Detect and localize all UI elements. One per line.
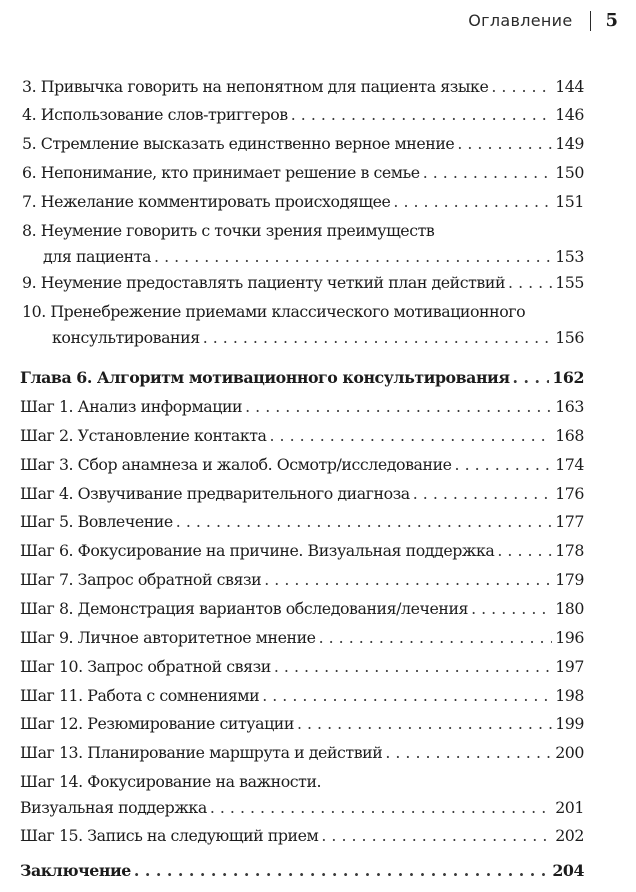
toc-entry[interactable] [22, 160, 584, 186]
toc-entry-page: 153 [555, 247, 584, 266]
dot-leader [508, 270, 552, 296]
toc-entry-title: Шаг 11. Работа с сомнениями [20, 686, 260, 705]
dot-leader [319, 625, 553, 651]
toc-entry-page: 198 [555, 686, 584, 705]
toc-entry-page: 180 [555, 599, 584, 618]
dot-leader [393, 189, 552, 215]
toc-entry-page: 196 [555, 628, 584, 647]
toc-entry-title: Шаг 5. Вовлечение [20, 512, 173, 531]
dot-leader [413, 481, 552, 507]
dot-leader [321, 823, 552, 849]
toc-entry[interactable] [20, 394, 584, 420]
dot-leader [457, 131, 552, 157]
dot-leader [491, 74, 552, 100]
toc-entry[interactable] [22, 189, 584, 215]
toc-entry-page: 179 [555, 570, 584, 589]
toc-entry-title: Шаг 2. Установление контакта [20, 426, 267, 445]
toc-entry[interactable] [20, 823, 584, 849]
toc-entry[interactable] [22, 299, 584, 351]
toc-entry-title: Шаг 4. Озвучивание предварительного диагноза [20, 484, 410, 503]
dot-leader [270, 423, 553, 449]
toc-chapter-entry[interactable] [20, 858, 584, 884]
page-number: 5 [605, 10, 618, 31]
toc-entry-title: Шаг 8. Демонстрация вариантов обследования/лечения [20, 599, 469, 618]
toc-entry-title: 10. Пренебрежение приемами классического мотивационного [22, 302, 526, 321]
dot-leader [297, 711, 552, 737]
toc-entry[interactable] [20, 452, 584, 478]
toc-entry-title: 7. Нежелание комментировать происходящее [22, 192, 391, 211]
toc-entry[interactable] [20, 509, 584, 535]
dot-leader [455, 452, 553, 478]
toc-entry[interactable] [22, 74, 584, 100]
dot-leader [274, 654, 552, 680]
dot-leader [423, 160, 553, 186]
dot-leader [203, 325, 552, 351]
toc-entry-page: 149 [555, 134, 584, 153]
toc-entry-page: 202 [555, 826, 584, 845]
toc-entry-page: 168 [555, 426, 584, 445]
toc-entry-page: 163 [555, 397, 584, 416]
toc-entry-title: Шаг 10. Запрос обратной связи [20, 657, 271, 676]
dot-leader [134, 858, 550, 884]
dot-leader [291, 102, 552, 128]
toc-entry[interactable] [20, 538, 584, 564]
toc-entry-title: Заключение [20, 861, 131, 880]
toc-entry[interactable] [20, 423, 584, 449]
toc-entry-page: 150 [555, 163, 584, 182]
toc-entry[interactable] [20, 654, 584, 680]
dot-leader [385, 740, 552, 766]
dot-leader [245, 394, 552, 420]
toc-entry-title-cont: Визуальная поддержка [20, 798, 207, 817]
toc-entry[interactable] [22, 270, 584, 296]
toc-entry[interactable] [20, 711, 584, 737]
toc-entry-page: 204 [552, 861, 584, 880]
toc-entry-page: 174 [555, 455, 584, 474]
toc-entry-page: 177 [555, 512, 584, 531]
header-divider [590, 11, 591, 31]
dot-leader [262, 683, 552, 709]
toc-entry-page: 199 [555, 714, 584, 733]
dot-leader [264, 567, 552, 593]
toc-entry[interactable] [20, 625, 584, 651]
dot-leader [513, 365, 550, 391]
toc-entry-page: 162 [552, 368, 584, 387]
toc-entry-page: 197 [555, 657, 584, 676]
toc-entry-page: 178 [555, 541, 584, 560]
toc-entry-title: 5. Стремление высказать единственно верное мнение [22, 134, 455, 153]
toc-entry-page: 144 [555, 77, 584, 96]
toc-entry-title: Шаг 1. Анализ информации [20, 397, 243, 416]
toc-entry-title: Шаг 6. Фокусирование на причине. Визуальная поддержка [20, 541, 495, 560]
toc-entry-title: Шаг 14. Фокусирование на важности. [20, 772, 322, 791]
toc-entry-title: Шаг 3. Сбор анамнеза и жалоб. Осмотр/исследование [20, 455, 452, 474]
toc-entry-title: 6. Непонимание, кто принимает решение в семье [22, 163, 420, 182]
toc-entry-page: 201 [555, 798, 584, 817]
toc-entry-page: 155 [555, 273, 584, 292]
toc-entry-page: 151 [555, 192, 584, 211]
section-title: Оглавление [468, 11, 573, 30]
running-header [468, 10, 618, 31]
toc-entry[interactable] [22, 131, 584, 157]
dot-leader [176, 509, 552, 535]
dot-leader [154, 244, 552, 270]
toc-entry-page: 176 [555, 484, 584, 503]
toc-entry[interactable] [22, 218, 584, 270]
toc-entry-title: Шаг 7. Запрос обратной связи [20, 570, 262, 589]
toc-entry-title: 9. Неумение предоставлять пациенту четкий план действий [22, 273, 506, 292]
toc-entry[interactable] [20, 481, 584, 507]
toc-entry-title-cont: для пациента [43, 247, 152, 266]
toc-entry-title-cont: консультирования [52, 328, 200, 347]
toc-entry[interactable] [20, 769, 584, 821]
toc-entry-title: Шаг 13. Планирование маршрута и действий [20, 743, 383, 762]
toc-entry-page: 146 [555, 105, 584, 124]
toc-entry-title: 4. Использование слов-триггеров [22, 105, 288, 124]
toc-entry-title: Глава 6. Алгоритм мотивационного консультирования [20, 368, 510, 387]
toc-entry-title: Шаг 15. Запись на следующий прием [20, 826, 319, 845]
dot-leader [471, 596, 552, 622]
toc-entry-title: 8. Неумение говорить с точки зрения преимуществ [22, 221, 435, 240]
toc-entry[interactable] [20, 740, 584, 766]
toc-entry-page: 156 [555, 328, 584, 347]
toc-entry-title: 3. Привычка говорить на непонятном для пациента языке [22, 77, 489, 96]
toc-entry[interactable] [20, 596, 584, 622]
toc-entry[interactable] [22, 102, 584, 128]
toc-entry[interactable] [20, 567, 584, 593]
toc-entry-title: Шаг 9. Личное авторитетное мнение [20, 628, 316, 647]
toc-entry-page: 200 [555, 743, 584, 762]
dot-leader [497, 538, 552, 564]
toc-entry[interactable] [20, 683, 584, 709]
dot-leader [210, 795, 552, 821]
toc-chapter-entry[interactable] [20, 365, 584, 391]
toc-entry-title: Шаг 12. Резюмирование ситуации [20, 714, 294, 733]
